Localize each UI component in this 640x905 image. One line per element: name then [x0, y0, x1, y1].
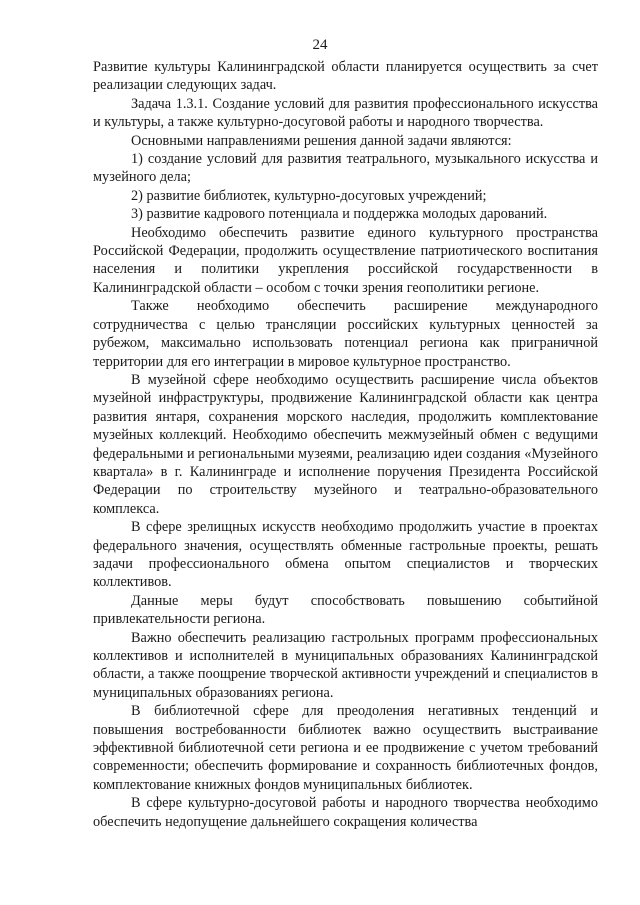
paragraph: Развитие культуры Калининградской области планируется осуществить за счет реализации следующих задач. [93, 59, 598, 94]
paragraph: В музейной сфере необходимо осуществить расширение числа объектов музейной инфраструктуры, продвижение Калининградской области как центра развития янтаря, сохранения морского наследия, продолжить комплектование музейных коллекций. Необходимо обеспечить межмузейный обмен с ведущими федеральными и региональными музеями, реализацию идеи создания «Музейного квартала» в г. Калининграде и исполнение поручения Президента Российской Федерации по строительству музейного и театрально-образовательного комплекса. [93, 371, 598, 517]
paragraph: Важно обеспечить реализацию гастрольных программ профессиональных коллективов и исполнителей в муниципальных образованиях Калининградской области, а также поощрение творческой активности учреждений и специалистов в муниципальных образованиях региона. [93, 629, 598, 701]
paragraph: Также необходимо обеспечить расширение международного сотрудничества с целью трансляции российских культурных ценностей за рубежом, максимально использовать потенциал региона как приграничной территории для его интеграции в мировое культурное пространство. [93, 298, 598, 370]
body-text [93, 58, 598, 831]
paragraph: В сфере зрелищных искусств необходимо продолжить участие в проектах федерального значения, осуществлять обменные гастрольные проекты, решать задачи профессионального обмена опытом специалистов и творческих коллективов. [93, 519, 598, 591]
paragraph: В сфере культурно-досуговой работы и народного творчества необходимо обеспечить недопущение дальнейшего сокращения количества [93, 795, 598, 830]
paragraph: Данные меры будут способствовать повышению событийной привлекательности региона. [93, 592, 598, 628]
paragraph: Необходимо обеспечить развитие единого культурного пространства Российской Федерации, продолжить осуществление патриотического воспитания населения и политики укрепления российской государственности в Калининградской области – особом с точки зрения геополитики регионе. [93, 224, 598, 296]
paragraph: 3) развитие кадрового потенциала и поддержка молодых дарований. [131, 206, 548, 223]
paragraph: Задача 1.3.1. Создание условий для развития профессионального искусства и культуры, а также культурно-досуговой работы и народного творчества. [93, 95, 598, 131]
paragraph: В библиотечной сфере для преодоления негативных тенденций и повышения востребованности библиотек важно осуществить выстраивание эффективной библиотечной сети региона и ее продвижение с учетом требований современности; обеспечить формирование и сохранность библиотечных фондов, комплектование книжных фондов муниципальных библиотек. [93, 703, 598, 793]
paragraph: 2) развитие библиотек, культурно-досуговых учреждений; [131, 187, 487, 204]
paragraph: 1) создание условий для развития театрального, музыкального искусства и музейного дела; [93, 151, 598, 186]
page-number: 24 [312, 37, 328, 53]
paragraph: Основными направлениями решения данной задачи являются: [131, 132, 512, 149]
